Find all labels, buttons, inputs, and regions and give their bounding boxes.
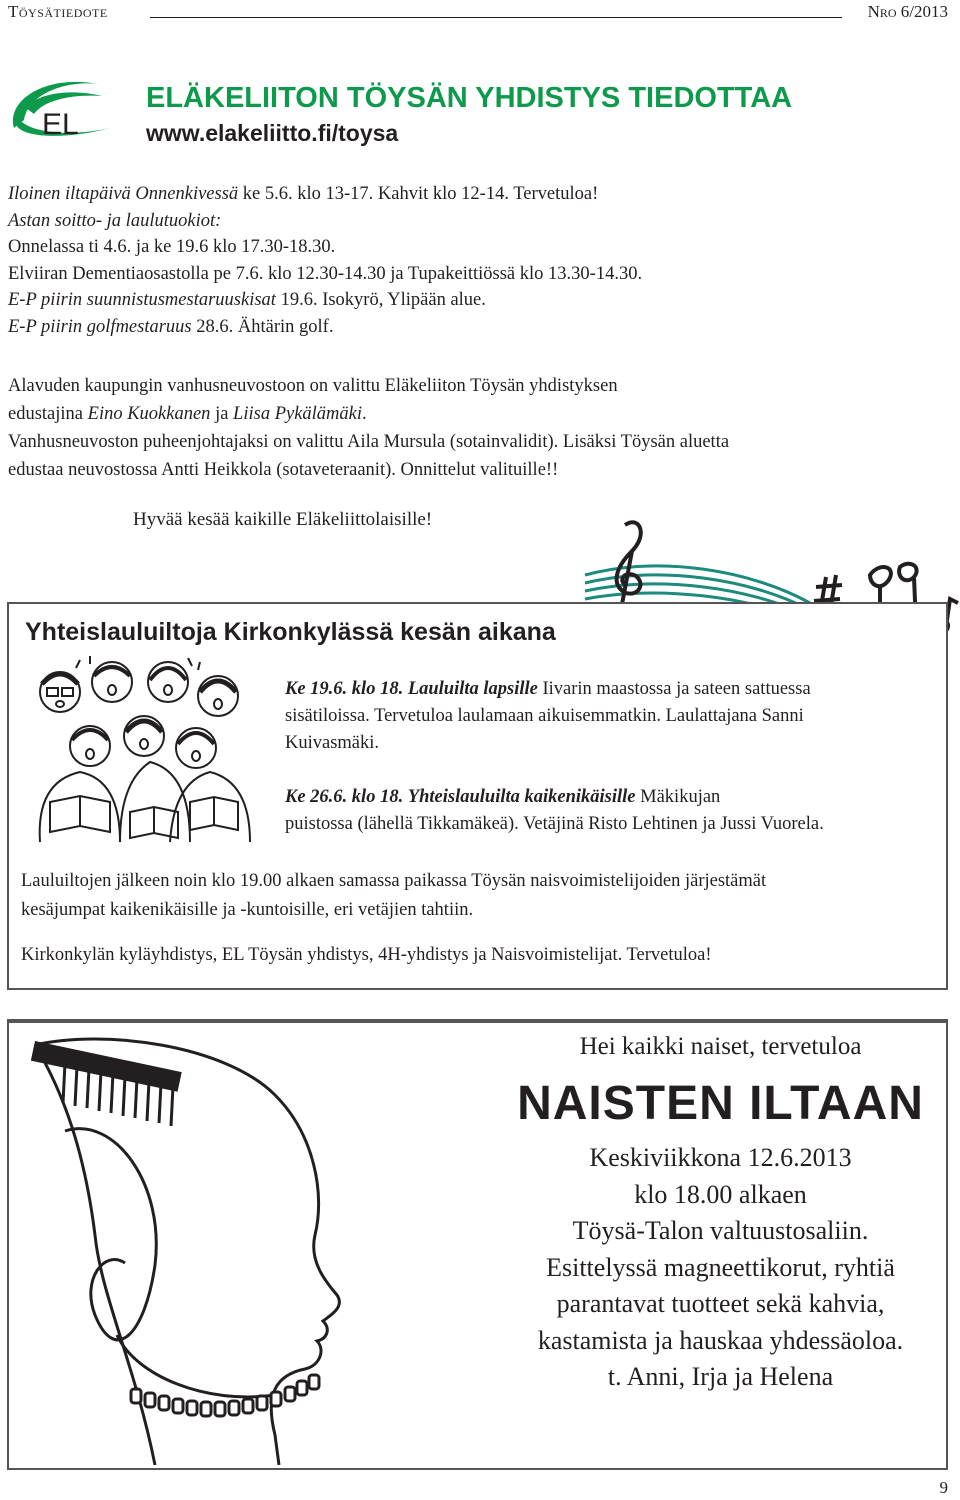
notice-line: edustajina Eino Kuokkanen ja Liisa Pykälämäki. [8,404,367,424]
header-rule [150,17,842,18]
event-line: Iloinen iltapäivä Onnenkivessä ke 5.6. klo 13-17. Kahvit klo 12-14. Tervetuloa! [8,184,599,204]
singing-title: Yhteislauluiltoja Kirkonkylässä kesän aikana [25,618,556,646]
invite-line: Keskiviikkona 12.6.2013 [589,1143,852,1172]
invite-line: kastamista ja hauskaa yhdessäoloa. [537,1325,904,1355]
invite-line: parantavat tuotteet sekä kahvia, [556,1289,885,1318]
invite-heading: NAISTEN ILTAAN [517,1077,924,1130]
notice-line: Alavuden kaupungin vanhusneuvostoon on valittu Eläkeliiton Töysän yhdistyksen [8,376,618,396]
woman-profile-illustration [25,1035,455,1465]
notice-line: edustaa neuvostossa Antti Heikkola (sotaveteraanit). Onnittelut valituille!! [8,460,559,480]
club-title: ELÄKELIITON TÖYSÄN YHDISTYS TIEDOTTAA [146,82,793,114]
singing-event-all-ages: Ke 26.6. klo 18. Yhteislauluilta kaikenikäisille Mäkikujan puistossa (lähellä Tikkamäkeä). Vetäjinä Risto Lehtinen ja Jussi Vuorela. [285,787,824,834]
choir-illustration [20,652,260,847]
gymnastics-notice: Lauluiltojen jälkeen noin klo 19.00 alkaen samassa paikassa Töysän naisvoimistelijoiden järjestämät kesäjumpat kaikenikäisille ja -kuntoisille, eri vetäjien tahtiin. [21,871,767,920]
logo-letters: EL [42,108,79,141]
event-line: Astan soitto- ja laulutuokiot: [8,210,222,231]
notice-line: Vanhusneuvoston puheenjohtajaksi on valittu Aila Mursula (sotainvalidit). Lisäksi Töysän aluetta [8,432,730,452]
event-line: Elviiran Dementiaosastolla pe 7.6. klo 12.30-14.30 ja Tupakeittiössä klo 13.30-14.30. [8,263,643,284]
singing-event-children: Ke 19.6. klo 18. Lauluilta lapsille Iivarin maastossa ja sateen sattuessa sisätiloissa. Tervetuloa laulamaan aikuisemmatkin. Laulattajana Sanni Kuivasmäki. [285,679,811,753]
event-line: E-P piirin golfmestaruus 28.6. Ähtärin golf. [8,316,334,337]
council-notice [8,372,729,484]
invite-greeting: Hei kaikki naiset, tervetuloa [579,1033,862,1060]
invite-details [498,1140,943,1396]
elakeliitto-logo [6,72,118,144]
event-line: E-P piirin suunnistusmestaruuskisat 19.6. Isokyrö, Ylipään alue. [8,290,486,310]
page-number: 9 [939,1478,948,1497]
issue-number: Nro 6/2013 [867,2,948,21]
invite-line: Töysä-Talon valtuustosaliin. [572,1216,869,1245]
page-header [0,0,960,28]
summer-greeting: Hyvää kesää kaikille Eläkeliittolaisille! [133,509,433,530]
club-url[interactable]: www.elakeliitto.fi/toysa [146,120,399,146]
invite-line: Esittelyssä magneettikorut, ryhtiä [546,1252,895,1282]
event-line: Onnelassa ti 4.6. ja ke 19.6 klo 17.30-18.30. [8,237,336,257]
section-name: Töysätiedote [8,2,108,21]
invite-line: klo 18.00 alkaen [634,1179,807,1209]
organizers-line: Kirkonkylän kyläyhdistys, EL Töysän yhdistys, 4H-yhdistys ja Naisvoimistelijat. Tervetuloa! [21,945,712,965]
invite-line: t. Anni, Irja ja Helena [607,1362,834,1391]
